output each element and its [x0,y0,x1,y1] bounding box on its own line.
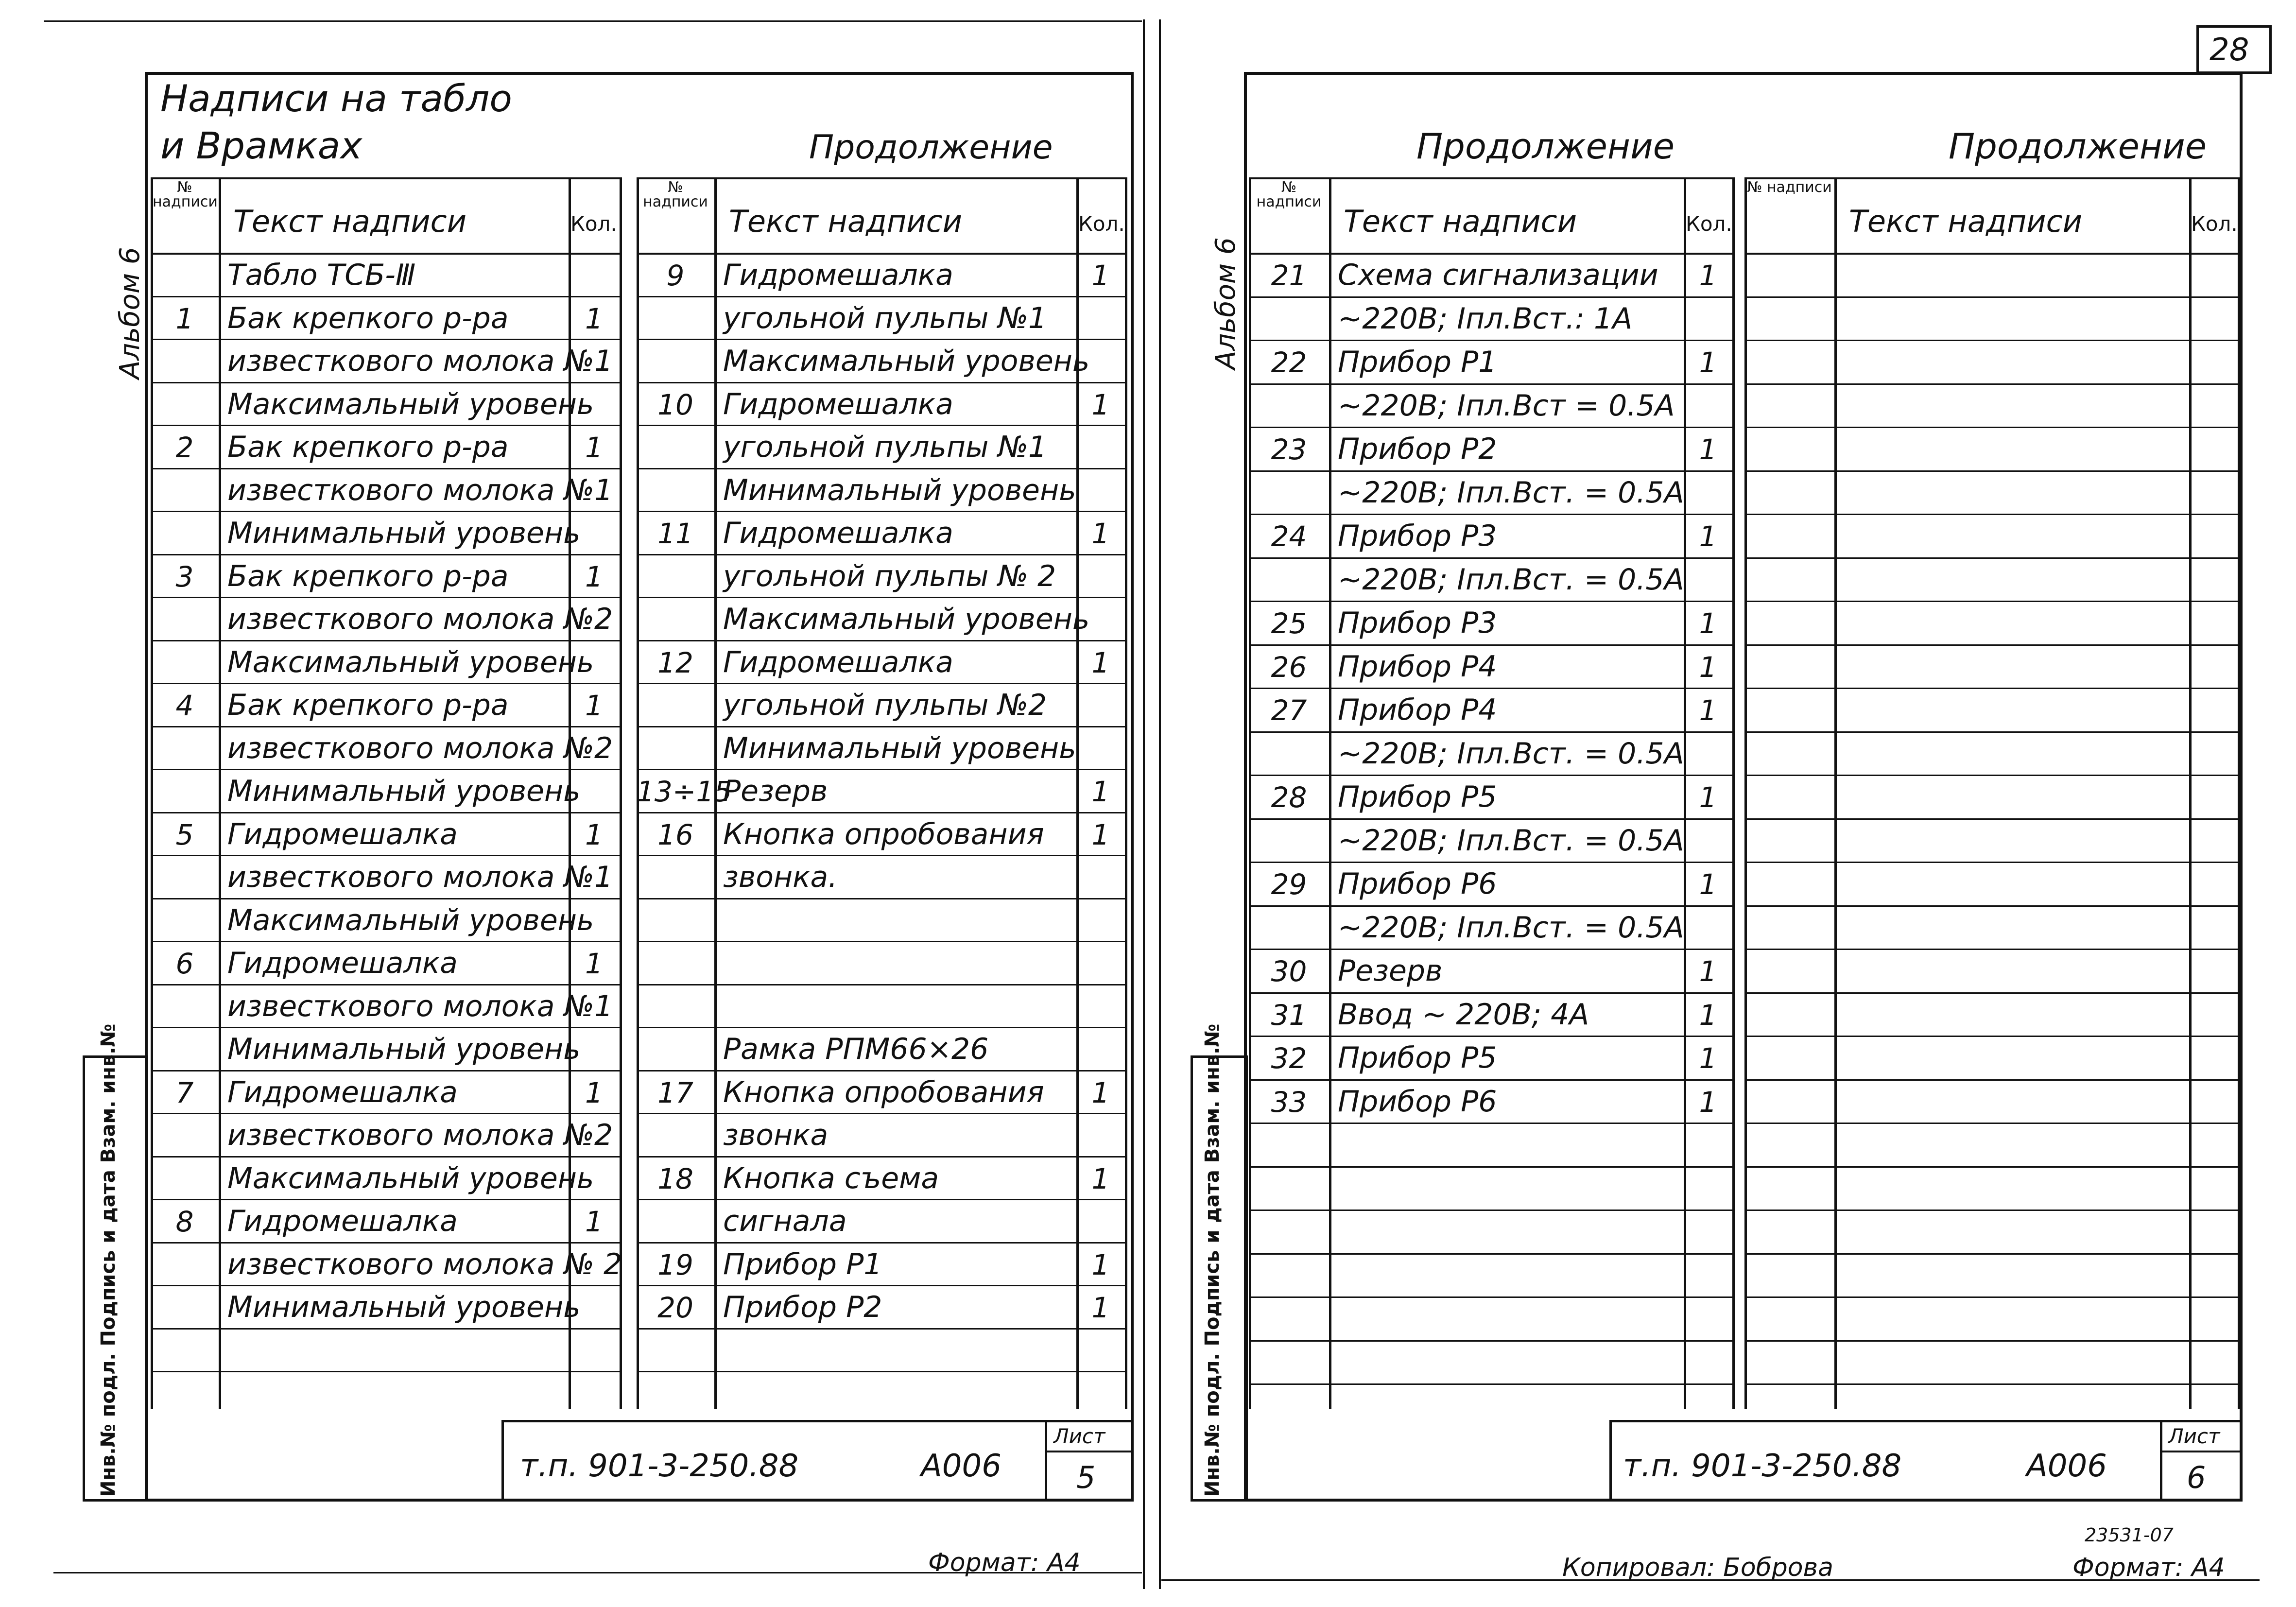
right-table-2-col-line [1834,177,1837,1409]
right-format: Формат: А4 [2072,1553,2225,1582]
left-table-1-row-text: Максимальный уровень [227,1161,594,1195]
left-table-1-row-line [151,941,620,942]
left-table-2-col-line [1125,177,1127,1409]
right-table-1-header-top [1249,177,1732,179]
left-continuation: Продолжение [809,128,1053,167]
left-table-1-header-text: Текст надписи [233,204,466,239]
left-table-1-header-top [151,177,620,179]
left-table-2-row-number: 11 [657,517,693,550]
right-table-1-row-qty: 1 [1699,520,1717,553]
page-fold-line [1143,19,1145,1589]
left-side-album-label: Альбом 6 [114,247,146,379]
left-table-1-row-line [151,382,620,383]
right-table-2-row-line [1744,644,2238,646]
right-table-2-row-line [1744,340,2238,341]
left-table-2-row-line [637,511,1125,512]
left-table-1-row-number: 5 [175,818,194,851]
right-table-1-row-text: Прибор Р1 [1338,345,1497,379]
right-table-1-row-number: 30 [1271,955,1307,988]
right-table-2-col-line [1744,177,1747,1409]
left-table-1-row-line [151,769,620,770]
left-table-2-row-line [637,468,1125,469]
left-stamp-side-text: Инв.№ подл. Подпись и дата Взам. инв.№ [97,1023,120,1497]
left-table-1-header-num: № надписи [153,179,218,210]
left-table-1-row-number: 8 [175,1205,194,1238]
right-table-1-row-qty: 1 [1699,259,1717,292]
right-table-2-row-line [1744,601,2238,602]
left-sheet-label-divider [1045,1451,1133,1452]
right-table-1-row-text: ~220В; Iпл.Вст = 0.5А [1338,388,1675,423]
left-table-1-col-line [219,177,221,1409]
right-table-1-row-text: Прибор Р3 [1338,519,1497,553]
left-table-1-row-text: известкового молока № 2 [227,1247,622,1281]
left-table-2-row-text: Гидромешалка [723,258,953,292]
right-table-1-row-text: ~220В; Iпл.Вст. = 0.5А [1338,736,1684,771]
left-title-line1: Надписи на табло [160,77,512,120]
left-table-2-row-line [637,597,1125,598]
left-table-1-row-line [151,1027,620,1028]
right-continuation-right: Продолжение [1949,126,2207,167]
right-table-1-row-line [1249,688,1732,689]
left-table-1-row-qty: 1 [585,302,603,335]
left-table-2-row-number: 16 [657,818,693,851]
left-title-block-divider [1045,1420,1047,1502]
left-table-1-row-text: Максимальный уровень [227,387,594,421]
left-table-2-row-line [637,1156,1125,1158]
left-table-1-row-line [151,1070,620,1071]
left-table-2-row-number: 19 [657,1248,693,1281]
right-table-1-row-number: 32 [1271,1042,1307,1075]
left-table-2-row-line [637,941,1125,942]
right-table-1-row-number: 23 [1271,433,1307,466]
right-side-album-label: Альбом 6 [1210,237,1242,369]
left-table-1-row-qty: 1 [585,560,603,593]
right-table-2-header-bottom [1744,253,2238,255]
left-table-1-row-text: известкового молока №2 [227,731,613,765]
left-doc-code: т.п. 901-3-250.88 [520,1448,799,1484]
left-table-1-row-number: 1 [175,302,194,335]
left-table-1-row-qty: 1 [585,818,603,851]
right-table-2-row-line [1744,1383,2238,1385]
left-table-1-row-line [151,1113,620,1114]
left-table-2-row-text: Резерв [723,774,828,808]
left-table-2-row-line [637,683,1125,684]
right-sheet-label: Лист [2168,1424,2220,1448]
right-table-1-row-line [1249,1210,1732,1211]
right-table-1-row-line [1249,557,1732,559]
left-table-1-row-line [151,1328,620,1330]
left-table-2-row-text: Гидромешалка [723,645,953,679]
left-table-1-row-line [151,1285,620,1286]
right-table-1-row-line [1249,296,1732,298]
right-table-1-row-line [1249,1123,1732,1124]
left-table-1-row-number: 3 [175,560,194,593]
left-table-2-row-line [637,1242,1125,1244]
right-title-block-divider [2160,1420,2162,1502]
right-table-2-row-line [1744,1296,2238,1298]
left-table-1-row-qty: 1 [585,1205,603,1238]
right-table-2-row-line [1744,775,2238,776]
right-table-1-row-number: 21 [1271,259,1307,292]
left-table-2-header-text: Текст надписи [729,204,962,239]
left-table-2-row-number: 17 [657,1076,693,1109]
right-table-1-row-text: Прибор Р3 [1338,606,1497,640]
left-table-1-row-text: Минимальный уровень [227,774,581,808]
right-table-1-row-line [1249,514,1732,515]
left-table-1-row-text: известкового молока №1 [227,989,613,1023]
left-format: Формат: А4 [928,1548,1081,1577]
right-album-code: А006 [2026,1448,2107,1484]
right-table-1-row-number: 28 [1271,781,1307,814]
left-table-2-row-qty: 1 [1091,1162,1110,1195]
left-table-1-row-line [151,855,620,856]
right-table-1-row-qty: 1 [1699,433,1717,466]
right-table-1-header-bottom [1249,253,1732,255]
right-table-1-row-text: Прибор Р6 [1338,1084,1497,1119]
left-table-2-row-text: Гидромешалка [723,516,953,550]
left-table-1-row-line [151,683,620,684]
page-number: 28 [2210,32,2249,68]
page-number-box [2196,25,2272,74]
left-table-1-row-text: известкового молока №2 [227,1118,613,1152]
left-table-1-row-line [151,597,620,598]
left-table-2-row-line [637,1027,1125,1028]
right-table-1-row-line [1249,1253,1732,1255]
right-table-2-header-qty: Кол. [2191,212,2238,236]
left-table-2-row-line [637,1199,1125,1200]
left-table-2-row-text: звонка [723,1118,829,1152]
left-table-2-row-line [637,382,1125,383]
right-table-1-row-line [1249,1166,1732,1168]
left-table-2-row-line [637,1371,1125,1372]
right-table-1-row-text: Прибор Р4 [1338,649,1497,684]
left-table-1-row-qty: 1 [585,689,603,722]
right-table-2-row-line [1744,1210,2238,1211]
left-table-2-row-text: Прибор Р1 [723,1247,882,1281]
left-table-2-row-line [637,984,1125,985]
right-table-2-col-line [2238,177,2240,1409]
left-table-2-row-text: Прибор Р2 [723,1290,882,1324]
right-table-2-header-text: Текст надписи [1849,204,2082,239]
right-table-1-row-text: Ввод ~ 220В; 4А [1338,997,1589,1032]
left-table-1-row-text: Максимальный уровень [227,903,594,937]
right-copied-by: Копировал: Боброва [1562,1553,1834,1582]
left-table-1-row-number: 6 [175,947,194,980]
left-table-1-row-qty: 1 [585,431,603,464]
left-table-1-row-text: известкового молока №1 [227,473,613,507]
left-table-2-row-text: Рамка РПМ66×26 [723,1032,989,1066]
left-table-1-row-text: Минимальный уровень [227,516,581,550]
right-table-1-header-num: № надписи [1256,179,1322,210]
right-table-2-header-num: № надписи [1747,179,1832,196]
right-table-1-row-line [1249,1340,1732,1342]
left-table-2-row-line [637,812,1125,813]
left-table-1-row-line [151,339,620,340]
left-table-2-row-text: Минимальный уровень [723,473,1076,507]
left-table-2-row-qty: 1 [1091,1076,1110,1109]
right-sheet-label-divider [2160,1451,2243,1452]
right-table-1-row-qty: 1 [1699,1085,1717,1119]
right-table-1-row-text: Прибор Р5 [1338,780,1497,814]
left-table-2-row-line [637,296,1125,297]
left-table-1-row-number: 4 [175,689,194,722]
right-table-2-row-line [1744,818,2238,820]
left-table-2-header-top [637,177,1125,179]
right-table-1-row-text: Прибор Р5 [1338,1041,1497,1075]
left-table-2-row-line [637,339,1125,340]
left-table-1-row-line [151,1199,620,1200]
left-table-1-row-text: Гидромешалка [227,1075,458,1109]
left-table-1-row-line [151,1156,620,1158]
left-table-1-row-number: 7 [175,1076,194,1109]
right-table-1-row-qty: 1 [1699,694,1717,727]
right-table-1-row-line [1249,470,1732,472]
right-table-2-row-line [1744,862,2238,863]
left-table-2-row-qty: 1 [1091,517,1110,550]
right-table-2-row-line [1744,1340,2238,1342]
left-table-2-row-number: 10 [657,388,693,421]
left-table-2-row-text: звонка. [723,860,838,894]
left-table-1-row-line [151,1371,620,1372]
right-table-1-row-number: 24 [1271,520,1307,553]
right-table-1-row-text: ~220В; Iпл.Вст. = 0.5А [1338,823,1684,858]
left-table-2-row-line [637,1285,1125,1286]
right-table-1-row-text: Резерв [1338,954,1443,988]
right-table-1-row-qty: 1 [1699,955,1717,988]
left-table-2-row-line [637,640,1125,641]
right-table-1-row-text: Прибор Р2 [1338,432,1497,466]
right-table-2-row-line [1744,905,2238,907]
left-table-1-row-number: 2 [175,431,194,464]
right-table-1-row-line [1249,1036,1732,1037]
left-table-2-row-line [637,769,1125,770]
right-table-2-row-line [1744,1036,2238,1037]
right-table-1-row-line [1249,775,1732,776]
right-table-1-row-text: Прибор Р6 [1338,867,1497,901]
right-table-1-row-line [1249,731,1732,733]
right-table-2-row-line [1744,992,2238,994]
left-table-1-row-text: Бак крепкого р-ра [227,559,509,593]
right-table-1-row-line [1249,644,1732,646]
right-continuation-left: Продолжение [1416,126,1675,167]
right-table-2-row-line [1744,427,2238,428]
left-table-2-row-text: Кнопка опробования [723,1075,1044,1109]
right-table-1-row-text: Прибор Р4 [1338,693,1497,727]
left-table-2-row-qty: 1 [1091,646,1110,679]
left-table-2-row-text: Кнопка съема [723,1161,939,1195]
right-table-2-row-line [1744,1079,2238,1081]
right-table-1-header-text: Текст надписи [1344,204,1577,239]
left-table-1-row-text: Гидромешалка [227,817,458,851]
right-table-1-row-number: 26 [1271,650,1307,684]
right-table-1-row-qty: 1 [1699,868,1717,901]
left-table-2-row-text: угольной пульпы №1 [723,301,1047,335]
left-table-2-row-line [637,425,1125,426]
right-table-1-row-number: 27 [1271,694,1307,727]
left-table-2-row-line [637,1070,1125,1071]
left-table-1-row-text: Гидромешалка [227,946,458,980]
right-table-1-row-qty: 1 [1699,650,1717,684]
right-order-number: 23531-07 [2085,1524,2174,1546]
left-table-2-row-text: Максимальный уровень [723,344,1090,378]
top-rule [44,20,1142,22]
right-table-1-col-line [1329,177,1331,1409]
left-table-2-row-number: 13÷15 [637,775,732,808]
left-sheet-number: 5 [1076,1460,1096,1495]
left-table-1-row-text: Гидромешалка [227,1204,458,1238]
right-table-2-row-line [1744,557,2238,559]
right-table-1-row-number: 31 [1271,998,1307,1032]
right-table-1-row-text: ~220В; Iпл.Вст. = 0.5А [1338,910,1684,945]
left-table-2-row-qty: 1 [1091,1248,1110,1281]
left-table-2-row-text: Гидромешалка [723,387,953,421]
left-table-2-row-qty: 1 [1091,775,1110,808]
left-table-1-row-line [151,425,620,426]
left-table-1-row-text: Бак крепкого р-ра [227,301,509,335]
left-table-1-row-text: известкового молока №1 [227,860,613,894]
right-table-1-row-text: ~220В; Iпл.Вст.: 1А [1338,301,1633,336]
left-table-2-row-number: 20 [657,1291,693,1324]
left-table-1-row-qty: 1 [585,1076,603,1109]
left-table-1-header-bottom [151,253,620,255]
left-table-2-row-text: Максимальный уровень [723,602,1090,636]
left-table-1-col-line [620,177,622,1409]
right-table-1-row-number: 22 [1271,346,1307,379]
left-table-2-row-line [637,855,1125,856]
right-table-1-row-text: ~220В; Iпл.Вст. = 0.5А [1338,562,1684,597]
left-table-1-row-line [151,640,620,641]
left-table-2-row-qty: 1 [1091,1291,1110,1324]
left-table-2-row-line [637,726,1125,727]
right-stamp-side-text: Инв.№ подл. Подпись и дата Взам. инв.№ [1201,1023,1224,1497]
left-table-2-row-text: Минимальный уровень [723,731,1076,765]
right-table-1-row-qty: 1 [1699,607,1717,640]
page-fold-line-2 [1159,19,1161,1589]
left-table-2-row-qty: 1 [1091,259,1110,292]
left-table-2-row-qty: 1 [1091,388,1110,421]
right-table-2-row-line [1744,383,2238,385]
right-table-1-row-line [1249,1079,1732,1081]
left-table-2-header-bottom [637,253,1125,255]
left-table-1-header-qty: Кол. [570,212,617,236]
right-table-1-row-line [1249,1296,1732,1298]
left-table-2-row-line [637,1113,1125,1114]
right-sheet-number: 6 [2187,1460,2206,1495]
left-table-2-row-text: угольной пульпы №2 [723,688,1047,722]
right-table-2-row-line [1744,688,2238,689]
right-table-1-row-line [1249,862,1732,863]
left-table-2-row-line [637,554,1125,555]
left-table-2-row-text: Кнопка опробования [723,817,1044,851]
right-table-2-row-line [1744,470,2238,472]
left-album-code: А006 [921,1448,1001,1484]
right-table-2-row-line [1744,1166,2238,1168]
left-table-1-row-text: Максимальный уровень [227,645,594,679]
right-table-1-row-qty: 1 [1699,781,1717,814]
right-table-2-row-line [1744,731,2238,733]
left-table-2-row-text: угольной пульпы №1 [723,430,1047,464]
right-table-1-row-number: 33 [1271,1085,1307,1119]
left-table-2-row-qty: 1 [1091,818,1110,851]
left-table-2-row-number: 12 [657,646,693,679]
left-table-1-row-line [151,726,620,727]
right-table-2-row-line [1744,949,2238,950]
left-table-2-row-line [637,898,1125,899]
right-table-1-row-qty: 1 [1699,998,1717,1032]
right-table-1-col-line [1732,177,1735,1409]
right-table-1-row-line [1249,340,1732,341]
left-table-1-row-text: Минимальный уровень [227,1032,581,1066]
right-table-1-row-text: Схема сигнализации [1338,258,1658,292]
right-table-1-row-number: 25 [1271,607,1307,640]
right-table-2-row-line [1744,514,2238,515]
left-table-1-row-line [151,898,620,899]
right-table-2-row-line [1744,1253,2238,1255]
right-table-1-row-text: ~220В; Iпл.Вст. = 0.5А [1338,475,1684,510]
left-table-1-row-line [151,984,620,985]
right-table-1-row-line [1249,992,1732,994]
left-table-2-row-number: 18 [657,1162,693,1195]
left-table-2-row-number: 9 [666,259,685,292]
left-table-1-row-line [151,511,620,512]
right-table-2-col-line [2189,177,2192,1409]
right-table-1-row-line [1249,383,1732,385]
right-table-1-row-line [1249,818,1732,820]
left-table-1-row-text: Бак крепкого р-ра [227,688,509,722]
right-table-2-row-line [1744,296,2238,298]
left-table-1-row-text: Табло ТСБ-Ⅲ [227,258,416,292]
right-table-1-header-qty: Кол. [1686,212,1732,236]
right-table-1-row-line [1249,427,1732,428]
left-sheet-label: Лист [1053,1424,1105,1448]
right-table-1-row-qty: 1 [1699,1042,1717,1075]
left-table-1-row-text: Минимальный уровень [227,1290,581,1324]
right-table-1-row-line [1249,1383,1732,1385]
left-table-2-header-num: № надписи [643,179,708,210]
left-table-1-row-qty: 1 [585,947,603,980]
left-table-1-row-line [151,296,620,297]
left-table-1-row-text: известкового молока №1 [227,344,613,378]
left-table-1-row-text: Бак крепкого р-ра [227,430,509,464]
left-table-1-row-line [151,812,620,813]
left-title-line2: и Врамках [160,124,363,167]
left-table-2-row-line [637,1328,1125,1330]
right-table-2-row-line [1744,1123,2238,1124]
left-table-1-row-line [151,1242,620,1244]
right-doc-code: т.п. 901-3-250.88 [1623,1448,1902,1484]
left-table-2-row-text: угольной пульпы № 2 [723,559,1056,593]
left-table-2-header-qty: Кол. [1078,212,1125,236]
left-table-1-row-line [151,468,620,469]
right-table-1-row-line [1249,905,1732,907]
left-table-2-row-text: сигнала [723,1204,847,1238]
left-table-1-row-text: известкового молока №2 [227,602,613,636]
right-table-1-row-qty: 1 [1699,346,1717,379]
right-table-1-row-line [1249,601,1732,602]
right-table-1-row-number: 29 [1271,868,1307,901]
left-table-1-row-line [151,554,620,555]
right-table-1-row-line [1249,949,1732,950]
